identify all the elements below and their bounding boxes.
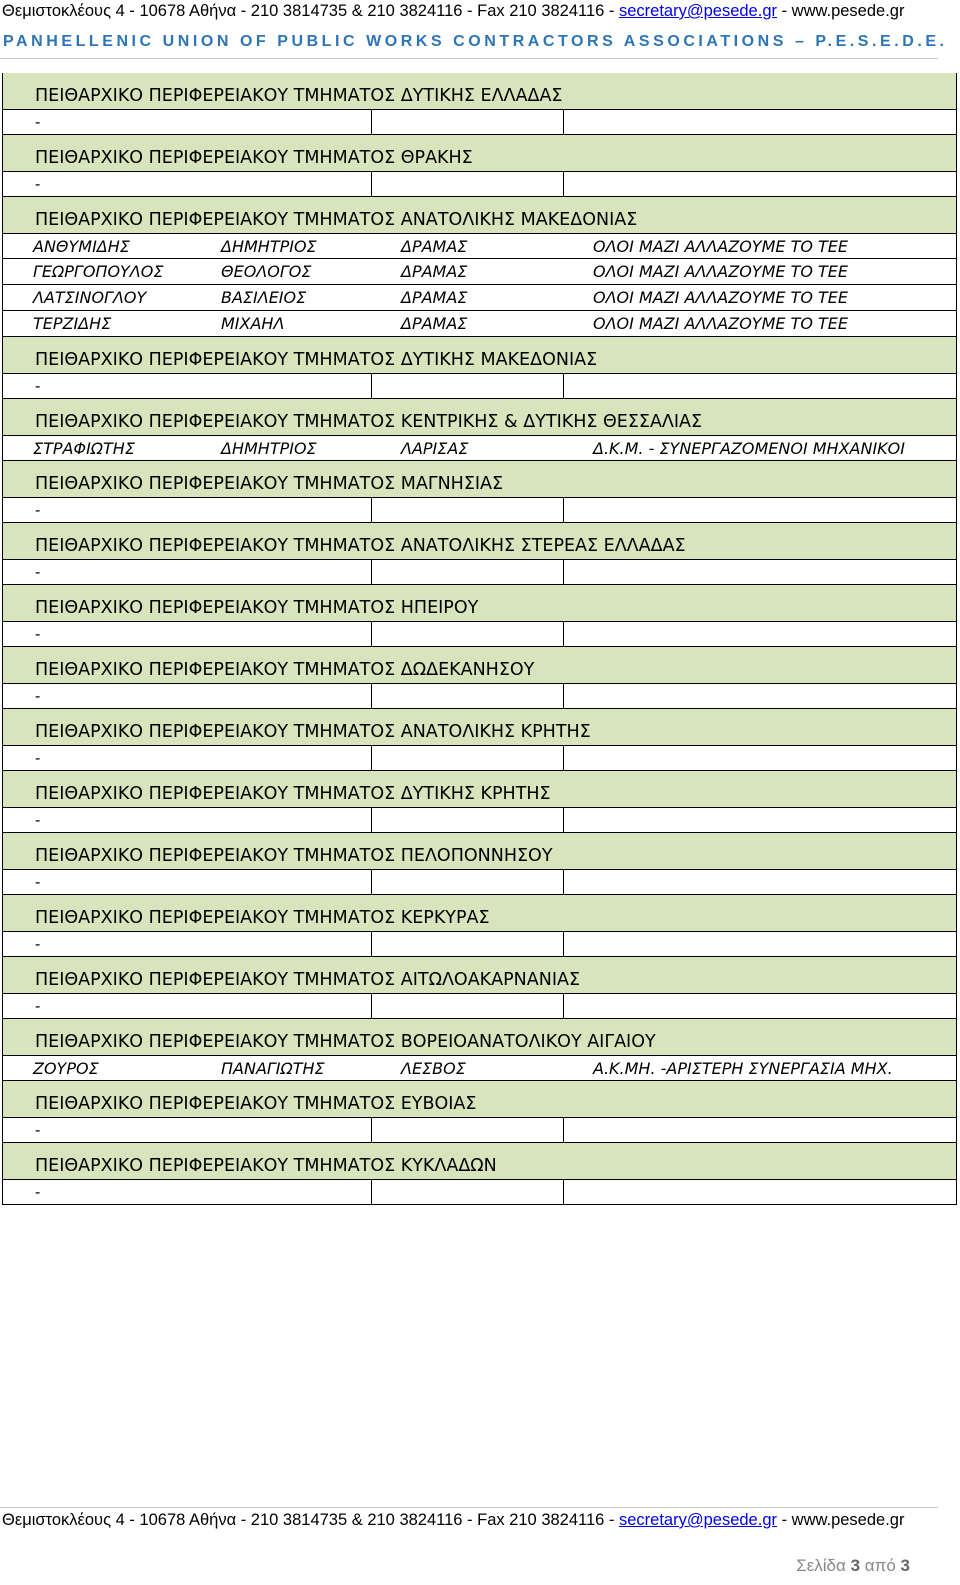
- member-row: [2, 233, 957, 259]
- section-header-row: [2, 135, 957, 171]
- section-title: ΠΕΙΘΑΡΧΙΚΟ ΠΕΡΙΦΕΡΕΙΑΚΟΥ ΤΜΗΜΑΤΟΣ ΒΟΡΕΙΟΑΝΑΤΟΛΙΚΟΥ ΑΙΓΑΙΟΥ: [35, 1032, 656, 1052]
- section-header-row: [2, 461, 957, 497]
- header-organization-name: PANHELLENIC UNION OF PUBLIC WORKS CONTRACTORS ASSOCIATIONS – P.E.S.E.D.E.: [3, 33, 948, 50]
- section-header-row: [2, 833, 957, 869]
- page-label: Σελίδα: [796, 1556, 846, 1575]
- empty-table-row: [2, 621, 957, 647]
- member-row: [2, 259, 957, 285]
- empty-table-row: [2, 745, 957, 771]
- empty-dash: -: [35, 688, 41, 705]
- cell-divider: [563, 746, 564, 770]
- section-title: ΠΕΙΘΑΡΧΙΚΟ ΠΕΡΙΦΕΡΕΙΑΚΟΥ ΤΜΗΜΑΤΟΣ ΕΥΒΟΙΑΣ: [35, 1094, 477, 1114]
- section-header-row: [2, 1143, 957, 1179]
- section-title: ΠΕΙΘΑΡΧΙΚΟ ΠΕΡΙΦΕΡΕΙΑΚΟΥ ΤΜΗΜΑΤΟΣ ΑΙΤΩΛΟΑΚΑΡΝΑΝΙΑΣ: [35, 970, 581, 990]
- cell-divider: [563, 1180, 564, 1204]
- cell-divider: [563, 870, 564, 894]
- page-current: 3: [850, 1556, 861, 1575]
- footer-contact-text: Θεμιστοκλέους 4 - 10678 Αθήνα - 210 3814735 & 210 3824116 - Fax 210 3824116 -: [2, 1511, 619, 1529]
- footer-divider: [0, 1507, 938, 1508]
- member-surname: ΤΕΡΖΙΔΗΣ: [33, 314, 112, 333]
- member-row: [2, 311, 957, 337]
- footer-website-text: - www.pesede.gr: [777, 1511, 905, 1529]
- page-of: από: [864, 1556, 896, 1575]
- cell-divider: [563, 374, 564, 398]
- cell-divider: [371, 560, 372, 584]
- member-first-name: ΘΕΟΛΟΓΟΣ: [221, 262, 312, 281]
- cell-divider: [563, 172, 564, 196]
- empty-dash: -: [35, 812, 41, 829]
- section-title: ΠΕΙΘΑΡΧΙΚΟ ΠΕΡΙΦΕΡΕΙΑΚΟΥ ΤΜΗΜΑΤΟΣ ΘΡΑΚΗΣ: [35, 148, 473, 168]
- empty-dash: -: [35, 378, 41, 395]
- empty-dash: -: [35, 750, 41, 767]
- cell-divider: [371, 1180, 372, 1204]
- empty-dash: -: [35, 176, 41, 193]
- empty-dash: -: [35, 874, 41, 891]
- section-header-row: [2, 957, 957, 993]
- member-first-name: ΠΑΝΑΓΙΩΤΗΣ: [221, 1059, 325, 1078]
- section-header-row: [2, 73, 957, 109]
- member-surname: ΓΕΩΡΓΟΠΟΥΛΟΣ: [33, 262, 164, 281]
- cell-divider: [563, 622, 564, 646]
- cell-divider: [371, 746, 372, 770]
- section-title: ΠΕΙΘΑΡΧΙΚΟ ΠΕΡΙΦΕΡΕΙΑΚΟΥ ΤΜΗΜΑΤΟΣ ΑΝΑΤΟΛΙΚΗΣ ΚΡΗΤΗΣ: [35, 722, 591, 742]
- empty-dash: -: [35, 936, 41, 953]
- cell-divider: [563, 110, 564, 134]
- member-row: [2, 435, 957, 461]
- section-header-row: [2, 399, 957, 435]
- member-row: [2, 1055, 957, 1081]
- empty-table-row: [2, 683, 957, 709]
- member-surname: ΖΟΥΡΟΣ: [33, 1059, 99, 1078]
- member-row: [2, 285, 957, 311]
- empty-dash: -: [35, 1184, 41, 1201]
- cell-divider: [563, 684, 564, 708]
- section-title: ΠΕΙΘΑΡΧΙΚΟ ΠΕΡΙΦΕΡΕΙΑΚΟΥ ΤΜΗΜΑΤΟΣ ΔΥΤΙΚΗΣ ΚΡΗΤΗΣ: [35, 784, 551, 804]
- header-website-text: - www.pesede.gr: [777, 2, 905, 20]
- cell-divider: [371, 994, 372, 1018]
- header-email-link[interactable]: secretary@pesede.gr: [619, 2, 777, 20]
- member-region: ΔΡΑΜΑΣ: [401, 314, 468, 333]
- section-title: ΠΕΙΘΑΡΧΙΚΟ ΠΕΡΙΦΕΡΕΙΑΚΟΥ ΤΜΗΜΑΤΟΣ ΗΠΕΙΡΟΥ: [35, 598, 479, 618]
- empty-table-row: [2, 807, 957, 833]
- header-contact-text: Θεμιστοκλέους 4 - 10678 Αθήνα - 210 3814735 & 210 3824116 - Fax 210 3824116 -: [2, 2, 619, 20]
- cell-divider: [563, 932, 564, 956]
- empty-dash: -: [35, 1122, 41, 1139]
- member-faction: Δ.Κ.Μ. - ΣΥΝΕΡΓΑΖΟΜΕΝΟΙ ΜΗΧΑΝΙΚΟΙ: [593, 439, 905, 458]
- cell-divider: [371, 932, 372, 956]
- section-title: ΠΕΙΘΑΡΧΙΚΟ ΠΕΡΙΦΕΡΕΙΑΚΟΥ ΤΜΗΜΑΤΟΣ ΑΝΑΤΟΛΙΚΗΣ ΣΤΕΡΕΑΣ ΕΛΛΑΔΑΣ: [35, 536, 686, 556]
- member-region: ΔΡΑΜΑΣ: [401, 237, 468, 256]
- section-title: ΠΕΙΘΑΡΧΙΚΟ ΠΕΡΙΦΕΡΕΙΑΚΟΥ ΤΜΗΜΑΤΟΣ ΔΩΔΕΚΑΝΗΣΟΥ: [35, 660, 535, 680]
- section-header-row: [2, 1019, 957, 1055]
- empty-dash: -: [35, 998, 41, 1015]
- empty-table-row: [2, 1117, 957, 1143]
- section-header-row: [2, 337, 957, 373]
- member-faction: ΟΛΟΙ ΜΑΖΙ ΑΛΛΑΖΟΥΜΕ ΤΟ ΤΕΕ: [593, 262, 849, 281]
- member-faction: ΟΛΟΙ ΜΑΖΙ ΑΛΛΑΖΟΥΜΕ ΤΟ ΤΕΕ: [593, 314, 849, 333]
- footer-email-link[interactable]: secretary@pesede.gr: [619, 1511, 777, 1529]
- page-number: [796, 1556, 910, 1576]
- section-title: ΠΕΙΘΑΡΧΙΚΟ ΠΕΡΙΦΕΡΕΙΑΚΟΥ ΤΜΗΜΑΤΟΣ ΚΕΝΤΡΙΚΗΣ & ΔΥΤΙΚΗΣ ΘΕΣΣΑΛΙΑΣ: [35, 412, 703, 432]
- section-title: ΠΕΙΘΑΡΧΙΚΟ ΠΕΡΙΦΕΡΕΙΑΚΟΥ ΤΜΗΜΑΤΟΣ ΜΑΓΝΗΣΙΑΣ: [35, 474, 504, 494]
- empty-dash: -: [35, 502, 41, 519]
- cell-divider: [371, 870, 372, 894]
- member-surname: ΑΝΘΥΜΙΔΗΣ: [33, 237, 130, 256]
- cell-divider: [371, 110, 372, 134]
- member-faction: ΟΛΟΙ ΜΑΖΙ ΑΛΛΑΖΟΥΜΕ ΤΟ ΤΕΕ: [593, 288, 849, 307]
- empty-table-row: [2, 109, 957, 135]
- header-divider: [0, 58, 938, 59]
- section-header-row: [2, 1081, 957, 1117]
- member-region: ΛΑΡΙΣΑΣ: [401, 439, 469, 458]
- cell-divider: [563, 808, 564, 832]
- section-title: ΠΕΙΘΑΡΧΙΚΟ ΠΕΡΙΦΕΡΕΙΑΚΟΥ ΤΜΗΜΑΤΟΣ ΠΕΛΟΠΟΝΝΗΣΟΥ: [35, 846, 553, 866]
- member-faction: Α.Κ.ΜΗ. -ΑΡΙΣΤΕΡΗ ΣΥΝΕΡΓΑΣΙΑ ΜΗΧ.: [593, 1059, 893, 1078]
- section-header-row: [2, 895, 957, 931]
- section-title: ΠΕΙΘΑΡΧΙΚΟ ΠΕΡΙΦΕΡΕΙΑΚΟΥ ΤΜΗΜΑΤΟΣ ΔΥΤΙΚΗΣ ΕΛΛΑΔΑΣ: [35, 86, 563, 106]
- member-first-name: ΜΙΧΑΗΛ: [221, 314, 285, 333]
- section-header-row: [2, 585, 957, 621]
- member-faction: ΟΛΟΙ ΜΑΖΙ ΑΛΛΑΖΟΥΜΕ ΤΟ ΤΕΕ: [593, 237, 849, 256]
- section-title: ΠΕΙΘΑΡΧΙΚΟ ΠΕΡΙΦΕΡΕΙΑΚΟΥ ΤΜΗΜΑΤΟΣ ΔΥΤΙΚΗΣ ΜΑΚΕΔΟΝΙΑΣ: [35, 350, 598, 370]
- footer-contact-line: [2, 1509, 904, 1531]
- empty-dash: -: [35, 114, 41, 131]
- section-header-row: [2, 523, 957, 559]
- empty-table-row: [2, 559, 957, 585]
- empty-table-row: [2, 373, 957, 399]
- member-surname: ΣΤΡΑΦΙΩΤΗΣ: [33, 439, 135, 458]
- cell-divider: [563, 994, 564, 1018]
- empty-table-row: [2, 993, 957, 1019]
- disciplinary-committees-table: [2, 73, 957, 1205]
- member-first-name: ΒΑΣΙΛΕΙΟΣ: [221, 288, 307, 307]
- section-title: ΠΕΙΘΑΡΧΙΚΟ ΠΕΡΙΦΕΡΕΙΑΚΟΥ ΤΜΗΜΑΤΟΣ ΑΝΑΤΟΛΙΚΗΣ ΜΑΚΕΔΟΝΙΑΣ: [35, 210, 638, 230]
- cell-divider: [371, 622, 372, 646]
- section-header-row: [2, 771, 957, 807]
- empty-table-row: [2, 931, 957, 957]
- member-region: ΔΡΑΜΑΣ: [401, 288, 468, 307]
- empty-table-row: [2, 171, 957, 197]
- section-title: ΠΕΙΘΑΡΧΙΚΟ ΠΕΡΙΦΕΡΕΙΑΚΟΥ ΤΜΗΜΑΤΟΣ ΚΕΡΚΥΡΑΣ: [35, 908, 490, 928]
- section-title: ΠΕΙΘΑΡΧΙΚΟ ΠΕΡΙΦΕΡΕΙΑΚΟΥ ΤΜΗΜΑΤΟΣ ΚΥΚΛΑΔΩΝ: [35, 1156, 497, 1176]
- header-contact-line: [2, 0, 904, 22]
- empty-dash: -: [35, 564, 41, 581]
- cell-divider: [371, 1118, 372, 1142]
- cell-divider: [563, 498, 564, 522]
- empty-table-row: [2, 497, 957, 523]
- section-header-row: [2, 647, 957, 683]
- empty-table-row: [2, 1179, 957, 1205]
- cell-divider: [371, 172, 372, 196]
- section-header-row: [2, 709, 957, 745]
- empty-dash: -: [35, 626, 41, 643]
- cell-divider: [563, 1118, 564, 1142]
- cell-divider: [371, 808, 372, 832]
- cell-divider: [371, 374, 372, 398]
- member-region: ΛΕΣΒΟΣ: [401, 1059, 466, 1078]
- section-header-row: [2, 197, 957, 233]
- cell-divider: [371, 684, 372, 708]
- member-region: ΔΡΑΜΑΣ: [401, 262, 468, 281]
- member-first-name: ΔΗΜΗΤΡΙΟΣ: [221, 439, 317, 458]
- cell-divider: [563, 560, 564, 584]
- empty-table-row: [2, 869, 957, 895]
- cell-divider: [371, 498, 372, 522]
- member-first-name: ΔΗΜΗΤΡΙΟΣ: [221, 237, 317, 256]
- page-total: 3: [900, 1556, 910, 1575]
- member-surname: ΛΑΤΣΙΝΟΓΛΟΥ: [33, 288, 147, 307]
